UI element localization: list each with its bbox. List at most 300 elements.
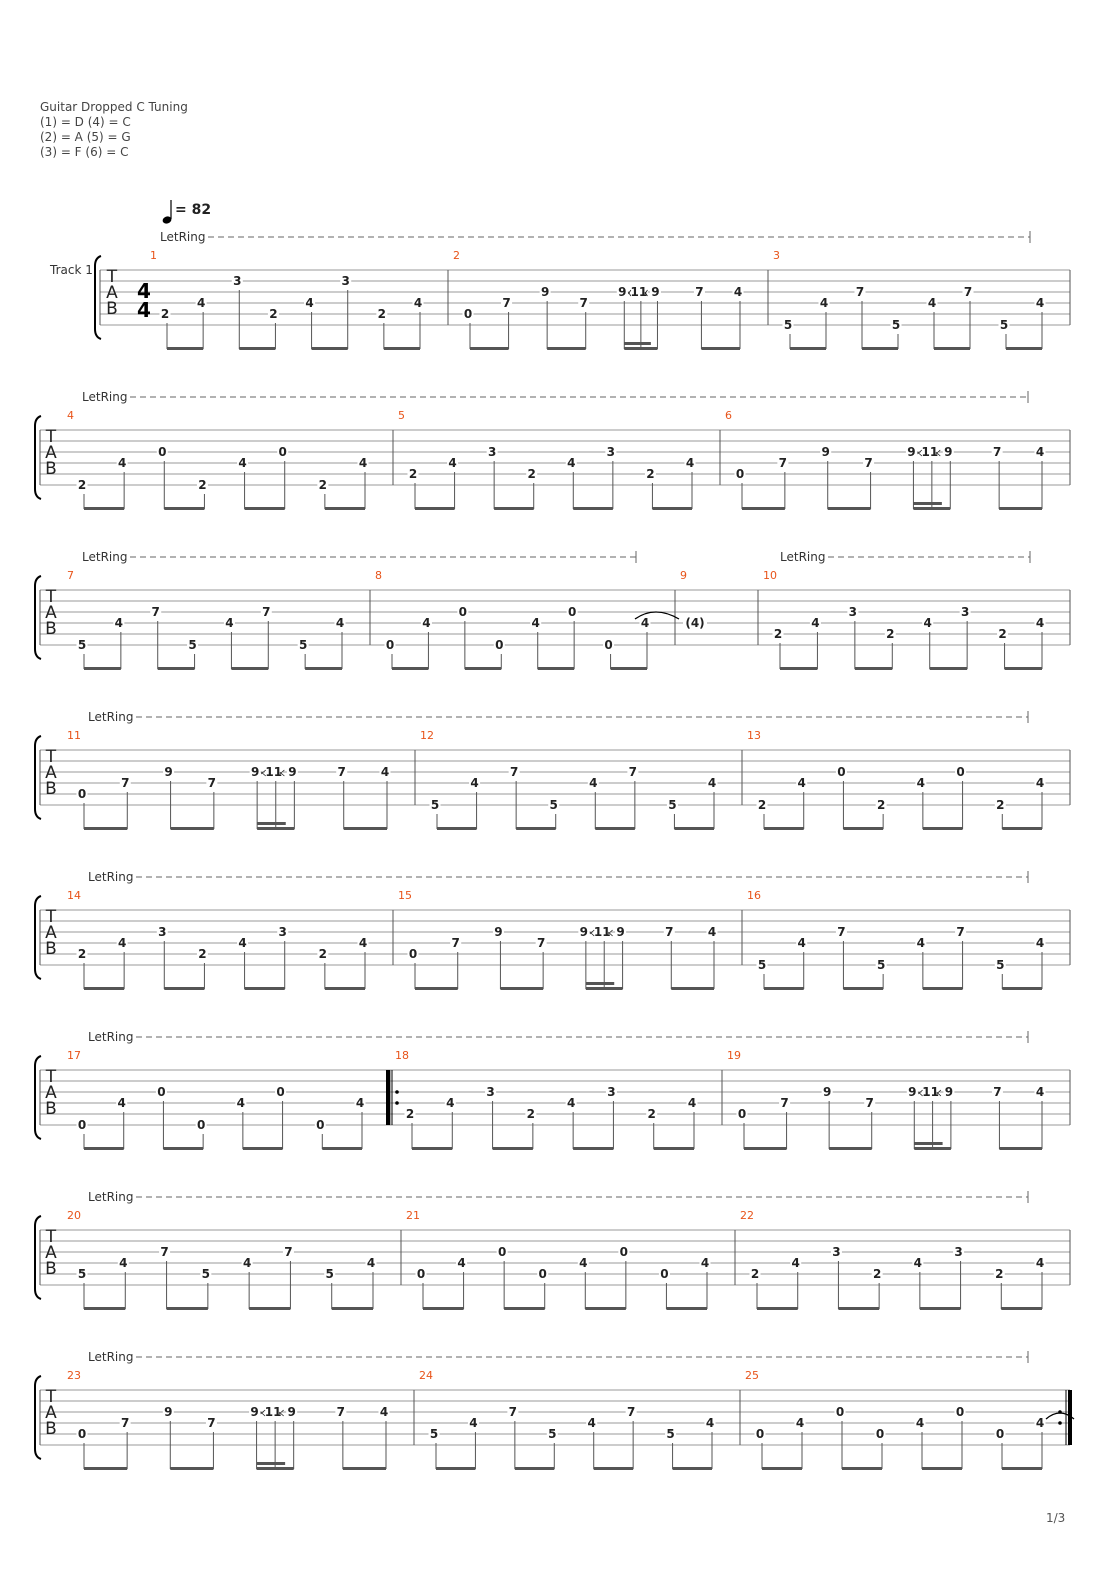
tab-note: 2 [995,1267,1004,1281]
beam [305,667,342,670]
tab-letter-b: B [45,779,57,799]
tab-note: 7 [695,285,704,299]
tab-note: 4 [242,1256,252,1270]
tab-letter-t: T [45,1387,57,1407]
measure-number: 4 [67,409,74,422]
tab-note: 7 [262,605,271,619]
tuning-line-3: (3) = F (6) = C [40,145,129,159]
beam-secondary [914,1142,942,1145]
tab-note: 7 [508,1405,518,1419]
tab-note: 3 [832,1245,841,1259]
tab-letter-a: A [45,763,57,783]
tab-note: 2 [318,478,328,492]
beam [1002,827,1042,830]
beam [516,827,556,830]
measure-number: 3 [773,249,780,262]
beam [780,667,817,670]
tab-note: 9 [616,925,625,939]
tab-note: 0 [497,1245,507,1259]
tab-note: 5 [757,958,767,972]
tab-letter-t: T [45,1227,57,1247]
tab-note: 9 [494,925,503,939]
beam [611,667,647,670]
tab-note: 4 [579,1256,588,1270]
measure-number: 22 [740,1209,754,1222]
tab-note: 3 [960,605,970,619]
tab-note: 4 [927,296,937,310]
beam [654,1147,694,1150]
tab-letter-t: T [106,267,118,287]
beam [415,507,455,510]
tab-note: 0 [875,1427,885,1441]
tab-letter-a: A [45,603,57,623]
beam-secondary [586,982,614,985]
tab-note: 5 [996,958,1005,972]
beam [500,987,543,990]
beam [84,667,121,670]
tab-note: 4 [1035,1085,1045,1099]
beam [666,1307,707,1310]
measure-number: 2 [453,249,460,262]
beam [257,1467,294,1470]
beam [494,507,534,510]
repeat-dot [395,1101,399,1105]
tab-note: 4 [1035,296,1045,310]
tab-note: 11 [922,1085,939,1099]
beam [920,1307,961,1310]
system-2 [35,409,1070,510]
beam [999,507,1042,510]
tab-note: 2 [647,1107,656,1121]
beam [84,1307,125,1310]
beam [325,507,365,510]
tab-note: 0 [735,467,745,481]
tab-note: 0 [660,1267,669,1281]
tab-note: 4 [916,776,926,790]
tab-note: 4 [567,456,576,470]
tab-note: 4 [225,616,234,630]
tab-note: 7 [780,1096,789,1110]
beam [829,1147,872,1150]
beam [84,987,124,990]
measure-number: 14 [67,889,81,902]
tab-note: 0 [316,1118,325,1132]
tab-note: 0 [158,445,167,459]
measure-number: 19 [727,1049,741,1062]
beam [249,1307,290,1310]
repeat-dot [1058,1421,1062,1425]
tab-note: 0 [995,1427,1005,1441]
tab-note: 4 [589,776,598,790]
tab-note: 0 [619,1245,629,1259]
tab-letter-a: A [106,283,118,303]
tab-note: 7 [120,1416,130,1430]
let-ring-label: LetRing [82,390,128,404]
tab-note: 4 [446,1096,455,1110]
measure-number: 25 [745,1369,759,1382]
tab-note: 0 [278,445,287,459]
beam [392,667,428,670]
beam [595,827,635,830]
beam-secondary [624,342,651,345]
tab-letter-b: B [106,299,118,319]
beam [167,347,203,350]
tab-note: 3 [158,925,167,939]
tab-note: 0 [538,1267,547,1281]
tab-note: 11 [630,285,648,299]
tab-note: 9 [540,285,550,299]
beam [243,1147,283,1150]
beam [701,347,740,350]
tab-note: 7 [628,765,638,779]
beam [573,507,613,510]
tab-note: 4 [705,1416,715,1430]
tab-note: 7 [993,1085,1002,1099]
tab-note: 5 [188,638,197,652]
tab-note: 7 [151,605,160,619]
tab-note: 4 [1035,776,1045,790]
beam [934,347,970,350]
tab-note: 2 [872,1267,882,1281]
tab-note: 5 [429,1427,439,1441]
beam [757,1307,798,1310]
beam [343,1467,386,1470]
tuning-line-1: (1) = D (4) = C [40,115,131,129]
beam [674,827,714,830]
beam [843,827,883,830]
measure-number: 6 [725,409,732,422]
tab-note: 7 [207,776,217,790]
tab-note: 9 [287,1405,296,1419]
tab-note: 7 [665,925,674,939]
tab-note: 0 [955,1405,965,1419]
beam [790,347,826,350]
tuning-line-2: (2) = A (5) = G [40,130,131,144]
tab-note: 0 [196,1118,206,1132]
time-signature-top: 4 [137,279,151,303]
tab-note: 3 [487,445,497,459]
tab-note: 4 [238,456,247,470]
beam [465,667,501,670]
tab-note: 9 [822,1085,832,1099]
tab-note: 2 [996,798,1005,812]
tab-note: 4 [531,616,540,630]
tab-note: 4 [196,296,206,310]
let-ring-label: LetRing [88,710,134,724]
tab-note: 2 [526,1107,536,1121]
tab-note: 0 [385,638,395,652]
beam [764,987,804,990]
tab-note: 0 [408,947,418,961]
tab-note: 4 [707,776,717,790]
tuning-title: Guitar Dropped C Tuning [40,100,188,114]
measure-number: 20 [67,1209,81,1222]
tab-note: 5 [77,1267,87,1281]
tab-note: 4 [1035,445,1045,459]
tab-note: 7 [502,296,511,310]
tab-note: 4 [707,925,717,939]
tab-note: 3 [848,605,858,619]
beam [470,347,509,350]
tab-note: 4 [366,1256,376,1270]
beam [585,1307,626,1310]
tab-note: 4 [380,765,390,779]
beam [332,1307,373,1310]
tab-note: 4 [117,456,127,470]
beam [231,667,268,670]
beam [828,507,871,510]
tab-note: 5 [999,318,1009,332]
beam-secondary [257,822,286,825]
tab-note: 9 [944,445,953,459]
tab-note: 2 [998,627,1007,641]
tab-letter-b: B [45,1419,57,1439]
beam [239,347,275,350]
measure-number: 9 [680,569,687,582]
tab-note: 2 [773,627,783,641]
tab-note: 3 [278,925,287,939]
tab-note: 7 [579,296,588,310]
system-3 [35,569,1070,670]
tab-note: 7 [626,1405,636,1419]
let-ring-label: LetRing [88,1350,134,1364]
tab-note: 4 [819,296,829,310]
beam [764,827,804,830]
tab-note: 0 [416,1267,426,1281]
tab-note: 4 [305,296,314,310]
tab-note: 2 [750,1267,760,1281]
measure-number: 11 [67,729,81,742]
beam [515,1467,554,1470]
tab-note: 9 [944,1085,954,1099]
system-4 [35,729,1070,830]
tab-note: 7 [536,936,546,950]
measure-number: 8 [375,569,382,582]
measure-number: 24 [419,1369,433,1382]
tab-note: 0 [77,1427,87,1441]
tab-note: 9 [164,1405,173,1419]
tab-note: 4 [1035,1416,1045,1430]
tab-letter-a: A [45,1243,57,1263]
tab-letter-t: T [45,587,57,607]
beam [436,1467,475,1470]
measure-number: 5 [398,409,405,422]
tab-note: 4 [797,936,806,950]
tab-note: 4 [114,616,124,630]
tab-note: 11 [593,925,611,939]
tab-letter-b: B [45,939,57,959]
tab-note: 0 [755,1427,765,1441]
tab-note: 11 [265,765,283,779]
measure-number: 17 [67,1049,81,1062]
tab-note: 7 [207,1416,216,1430]
tempo-value: = 82 [175,202,212,218]
tab-note: 4 [448,456,457,470]
beam [171,827,214,830]
system-7 [35,1209,1070,1310]
let-ring-label: LetRing [160,230,206,244]
beam [838,1307,879,1310]
tab-note: 11 [264,1405,282,1419]
beam [1001,1307,1042,1310]
tab-note: 0 [837,765,846,779]
tab-note: 5 [325,1267,334,1281]
measure-number: 23 [67,1369,81,1382]
tab-note: 2 [198,478,207,492]
tab-note: 0 [604,638,613,652]
measure-number: 10 [763,569,777,582]
beam [1002,1467,1042,1470]
tab-note: 4 [355,1096,365,1110]
beam [671,987,714,990]
tab-note: 3 [486,1085,495,1099]
tab-note: 4 [685,456,695,470]
tab-note: 4 [733,285,743,299]
tab-note: 2 [408,467,418,481]
beam [914,1147,951,1150]
tab-note: 5 [891,318,901,332]
beam [344,827,387,830]
beam [913,507,950,510]
beam [84,1147,124,1150]
tab-note: 7 [451,936,460,950]
tab-note: 4 [422,616,431,630]
tab-note: 4 [923,616,932,630]
beam [325,987,365,990]
beam [547,347,586,350]
let-ring-label: LetRing [82,550,128,564]
tab-letter-t: T [45,907,57,927]
tab-note: 7 [284,1245,293,1259]
tab-note: 2 [646,467,655,481]
tab-note: 7 [337,765,346,779]
tab-note: 9 [164,765,173,779]
tab-letter-a: A [45,1403,57,1423]
beam [673,1467,712,1470]
tab-note: 3 [606,445,616,459]
tab-note: 4 [916,936,926,950]
tab-note: 4 [358,456,368,470]
tab-note: 4 [469,1416,478,1430]
tab-note: 2 [77,947,87,961]
beam [862,347,898,350]
beam [164,987,204,990]
beam [923,827,963,830]
tab-note: 0 [77,787,87,801]
tab-note: 0 [157,1085,166,1099]
tab-note: 4 [1035,616,1045,630]
tab-note: 5 [549,798,558,812]
tab-note: 2 [77,478,87,492]
measure-number: 15 [398,889,412,902]
measure-number: 1 [150,249,157,262]
tab-letter-a: A [45,443,57,463]
tab-note: 0 [276,1085,285,1099]
tab-note: 7 [509,765,519,779]
let-ring-label: LetRing [780,550,826,564]
beam [170,1467,213,1470]
beam [493,1147,533,1150]
beam [999,1147,1042,1150]
beam [423,1307,464,1310]
tab-note: 0 [567,605,577,619]
measure-number: 7 [67,569,74,582]
tab-note: 2 [405,1107,415,1121]
tab-note: 5 [77,638,87,652]
system-8 [35,1369,1074,1470]
tab-note: 4 [913,1256,923,1270]
tab-note: 0 [77,1118,87,1132]
tab-note: 2 [886,627,895,641]
tab-note: 9 [907,445,916,459]
tab-note: 4 [687,1096,697,1110]
beam [412,1147,452,1150]
tab-note: 2 [876,798,886,812]
tab-note: 4 [915,1416,925,1430]
measure-number: 12 [420,729,434,742]
measure-number: 16 [747,889,761,902]
beam [624,347,657,350]
beam [842,1467,882,1470]
system-1 [49,249,1070,350]
beam [384,347,420,350]
tab-note: 4 [413,296,423,310]
beam-secondary [257,1462,286,1465]
tab-note: 7 [160,1245,169,1259]
tab-note: 5 [298,638,308,652]
tab-note: 4 [117,1096,126,1110]
tab-note: 0 [458,605,468,619]
tied-note: (4) [685,616,705,630]
beam [922,1467,962,1470]
beam [923,987,963,990]
tab-note: 7 [837,925,846,939]
beam [504,1307,545,1310]
tab-note: 0 [463,307,473,321]
tab-note: 5 [201,1267,211,1281]
tab-note: 7 [336,1405,346,1419]
measure-number: 21 [406,1209,420,1222]
tab-note: 4 [811,616,820,630]
let-ring-label: LetRing [88,1190,134,1204]
beam [163,1147,203,1150]
tab-note: 7 [121,776,130,790]
tab-note: 7 [855,285,865,299]
tab-letter-t: T [45,747,57,767]
tab-note: 4 [379,1405,389,1419]
beam [245,507,285,510]
tab-note: 5 [783,318,793,332]
tab-note: 9 [908,1085,917,1099]
track-name: Track 1 [50,263,93,277]
tab-note: 4 [795,1416,805,1430]
tab-note: 4 [457,1256,466,1270]
beam [257,827,294,830]
tab-note: 9 [651,285,660,299]
system-6 [35,1049,1070,1150]
beam [164,507,204,510]
tab-note: 4 [117,936,127,950]
tab-letter-a: A [45,923,57,943]
beam [930,667,967,670]
tab-note: 0 [956,765,965,779]
tab-note: 5 [430,798,440,812]
tab-letter-b: B [45,459,57,479]
tab-note: 9 [288,765,297,779]
tab-letter-a: A [45,1083,57,1103]
beam [594,1467,633,1470]
beam [538,667,574,670]
